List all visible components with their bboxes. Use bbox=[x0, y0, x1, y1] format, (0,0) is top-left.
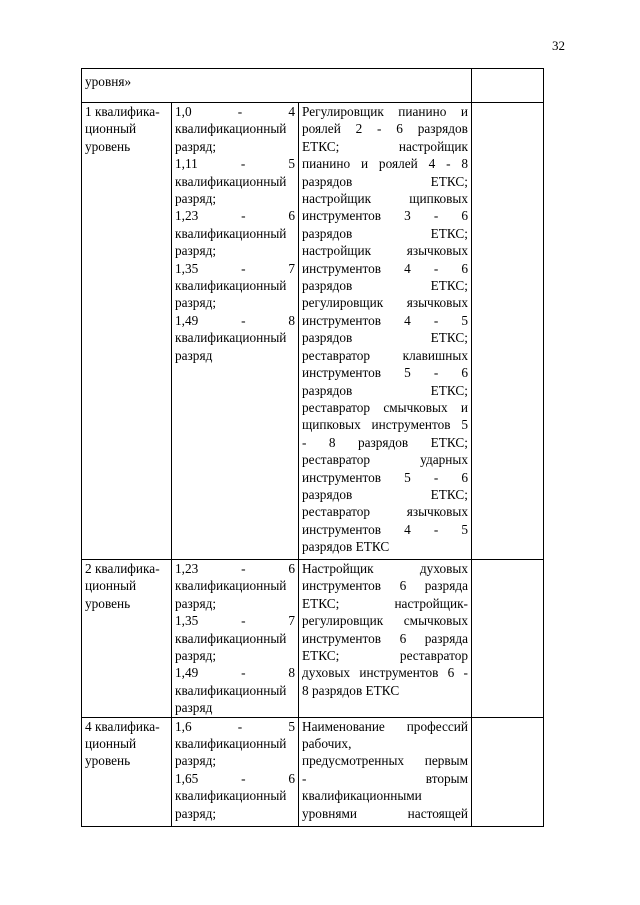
word: инструментов bbox=[302, 365, 382, 381]
word: - bbox=[241, 613, 246, 629]
word: 1,35 bbox=[175, 260, 199, 276]
word: Регулировщик bbox=[302, 104, 384, 119]
word: - bbox=[433, 260, 439, 276]
word: разрядов bbox=[302, 382, 353, 398]
word: 3 bbox=[404, 208, 411, 224]
word: настоящей bbox=[407, 805, 468, 821]
word: инструментов bbox=[302, 312, 382, 328]
word: щипковых bbox=[302, 417, 361, 433]
word: ЕТКС; bbox=[302, 648, 340, 664]
text-line: разряд; bbox=[175, 138, 217, 154]
word: - bbox=[446, 156, 451, 172]
word: 6 bbox=[288, 770, 295, 786]
table-row bbox=[82, 560, 544, 718]
word: инструментов bbox=[302, 208, 382, 224]
word: 1,35 bbox=[175, 613, 199, 629]
word: 5 bbox=[461, 417, 468, 433]
text-line: 8 разрядов ЕТКС bbox=[302, 682, 400, 698]
text-line: разряд; bbox=[175, 595, 217, 611]
text-line: разряд; bbox=[175, 295, 217, 311]
word: и bbox=[460, 104, 468, 119]
word: 8 bbox=[461, 156, 468, 172]
word: 4 bbox=[404, 521, 411, 537]
word: 2 bbox=[355, 121, 363, 137]
word: язычковых bbox=[406, 243, 468, 259]
word: инструментов bbox=[302, 521, 382, 537]
word: реставратор bbox=[302, 504, 371, 520]
text-line: ционный bbox=[85, 121, 137, 137]
word: разрядов bbox=[417, 121, 468, 137]
text-line bbox=[302, 577, 468, 594]
text-line: 4 квалифика- bbox=[85, 718, 160, 734]
text-line bbox=[302, 503, 468, 520]
text-line bbox=[302, 260, 468, 277]
text-line bbox=[302, 647, 468, 664]
text-line bbox=[302, 805, 468, 822]
text-line: ционный bbox=[85, 736, 137, 752]
header-text: уровня» bbox=[85, 74, 132, 89]
word: - bbox=[433, 312, 439, 328]
text-line: разряд; bbox=[175, 191, 217, 207]
text-line bbox=[302, 277, 468, 294]
text-line bbox=[302, 173, 468, 190]
word: 6 bbox=[461, 469, 468, 485]
text-line bbox=[175, 770, 295, 787]
word: инструментов bbox=[302, 260, 382, 276]
word: 4 bbox=[404, 260, 411, 276]
word: 1,49 bbox=[175, 665, 199, 681]
text-line bbox=[302, 469, 468, 486]
word: реставратор bbox=[302, 347, 371, 363]
text-line bbox=[302, 451, 468, 468]
word: духовых bbox=[419, 561, 468, 576]
word: и bbox=[460, 399, 468, 415]
word: 6 bbox=[447, 665, 455, 681]
text-line bbox=[302, 718, 468, 735]
word: - bbox=[433, 208, 439, 224]
text-line: квалификационный bbox=[175, 173, 287, 189]
word: духовых bbox=[302, 665, 351, 681]
text-line: квалификационный bbox=[175, 788, 287, 804]
word: ЕТКС; bbox=[302, 595, 340, 611]
word: - bbox=[241, 260, 246, 276]
empty-cell bbox=[472, 717, 544, 826]
word: ЕТКС; bbox=[430, 486, 468, 502]
word: уровнями bbox=[302, 805, 357, 821]
word: - bbox=[241, 312, 246, 328]
word: пианино bbox=[302, 156, 351, 172]
word: - bbox=[463, 665, 468, 681]
word: 1,65 bbox=[175, 770, 199, 786]
word: профессий bbox=[406, 718, 468, 734]
text-line bbox=[302, 138, 468, 155]
text-line bbox=[302, 242, 468, 259]
word: 8 bbox=[288, 312, 295, 328]
word: смычковых bbox=[383, 399, 448, 415]
word: 5 bbox=[461, 312, 468, 328]
text-line bbox=[302, 329, 468, 346]
word: - bbox=[302, 434, 307, 450]
text-line: уровень bbox=[85, 138, 131, 154]
text-line: квалификационный bbox=[175, 225, 287, 241]
word: - bbox=[241, 770, 246, 786]
word: 7 bbox=[288, 260, 295, 276]
word: 8 bbox=[288, 665, 295, 681]
word: - bbox=[241, 665, 246, 681]
empty-cell bbox=[472, 560, 544, 718]
text-line: квалификационными bbox=[302, 788, 422, 804]
level-cell bbox=[82, 717, 172, 826]
text-line bbox=[302, 770, 468, 787]
text-line: уровень bbox=[85, 595, 131, 611]
qualification-table bbox=[81, 68, 544, 827]
word: регулировщик bbox=[302, 295, 384, 311]
word: клавишных bbox=[402, 347, 468, 363]
word: щипковых bbox=[409, 191, 468, 207]
word: 1,23 bbox=[175, 561, 199, 576]
word: ЕТКС; bbox=[430, 434, 468, 450]
word: 1,49 bbox=[175, 312, 199, 328]
word: 5 bbox=[288, 718, 295, 734]
word: первым bbox=[424, 753, 468, 769]
text-line bbox=[302, 521, 468, 538]
text-line bbox=[175, 155, 295, 172]
word: ЕТКС; bbox=[430, 382, 468, 398]
word: инструментов bbox=[371, 417, 451, 433]
text-line bbox=[302, 486, 468, 503]
empty-cell bbox=[472, 69, 544, 103]
table-row bbox=[82, 717, 544, 826]
coefficient-cell bbox=[172, 103, 299, 560]
word: - bbox=[240, 156, 246, 172]
text-line: разрядов ЕТКС bbox=[302, 539, 390, 555]
word: предусмотренных bbox=[302, 753, 405, 769]
profession-cell bbox=[299, 560, 472, 718]
text-line bbox=[302, 595, 468, 612]
word: ЕТКС; bbox=[430, 173, 468, 189]
text-line bbox=[302, 207, 468, 224]
word: - bbox=[237, 104, 243, 119]
text-line bbox=[175, 207, 295, 224]
word: 8 bbox=[328, 434, 336, 450]
text-line bbox=[302, 347, 468, 364]
word: настройщик bbox=[302, 191, 372, 207]
word: роялей bbox=[378, 156, 418, 172]
word: 6 bbox=[461, 208, 468, 224]
word: инструментов bbox=[302, 578, 382, 594]
word: разряда bbox=[424, 630, 468, 646]
text-line bbox=[302, 612, 468, 629]
profession-cell bbox=[299, 717, 472, 826]
word: 6 bbox=[396, 121, 403, 137]
word: ЕТКС; bbox=[430, 225, 468, 241]
word: Наименование bbox=[302, 718, 385, 734]
text-line bbox=[302, 382, 468, 399]
word: язычковых bbox=[406, 295, 468, 311]
word: язычковых bbox=[406, 504, 468, 520]
text-line bbox=[302, 752, 468, 769]
word: 5 bbox=[404, 469, 411, 485]
word: 6 bbox=[399, 630, 407, 646]
word: смычковых bbox=[403, 613, 468, 629]
level-cell bbox=[82, 103, 172, 560]
word: инструментов bbox=[302, 469, 382, 485]
text-line bbox=[302, 664, 468, 681]
word: инструментов bbox=[359, 665, 439, 681]
word: и bbox=[360, 156, 369, 172]
word: разрядов bbox=[302, 278, 353, 294]
text-line bbox=[175, 103, 295, 120]
text-line: квалификационный bbox=[175, 630, 287, 646]
word: 6 bbox=[461, 365, 468, 381]
word: 1,6 bbox=[175, 718, 192, 734]
text-line: разряд; bbox=[175, 753, 217, 769]
text-line bbox=[302, 630, 468, 647]
word: ЕТКС; bbox=[302, 138, 340, 154]
word: 6 bbox=[288, 561, 295, 576]
word: инструментов bbox=[302, 630, 382, 646]
word: ЕТКС; bbox=[430, 278, 468, 294]
word: реставратор bbox=[399, 648, 468, 664]
word: 6 bbox=[399, 578, 407, 594]
word: 1,0 bbox=[175, 104, 192, 119]
text-line: разряд bbox=[175, 700, 213, 716]
word: разряда bbox=[424, 578, 468, 594]
text-line: 1 квалифика- bbox=[85, 104, 160, 119]
text-line bbox=[302, 399, 468, 416]
word: настройщик bbox=[302, 243, 372, 259]
text-line: квалификационный bbox=[175, 330, 287, 346]
word: роялей bbox=[302, 121, 341, 137]
word: реставратор bbox=[302, 452, 371, 468]
text-line bbox=[302, 416, 468, 433]
profession-cell bbox=[299, 103, 472, 560]
word: разрядов bbox=[302, 173, 353, 189]
text-line bbox=[302, 294, 468, 311]
text-line bbox=[302, 560, 468, 577]
text-line: квалификационный bbox=[175, 278, 287, 294]
text-line: разряд; bbox=[175, 648, 217, 664]
word: разрядов bbox=[302, 486, 353, 502]
word: - bbox=[302, 770, 307, 786]
word: разрядов bbox=[302, 330, 353, 346]
word: 5 bbox=[461, 521, 468, 537]
text-line bbox=[175, 612, 295, 629]
table-row bbox=[82, 103, 544, 560]
word: Настройщик bbox=[302, 561, 374, 576]
text-line: 2 квалифика- bbox=[85, 561, 160, 576]
empty-cell bbox=[472, 103, 544, 560]
text-line: квалификационный bbox=[175, 121, 287, 137]
text-line: квалификационный bbox=[175, 578, 287, 594]
word: ударных bbox=[420, 452, 468, 468]
word: - bbox=[241, 208, 246, 224]
word: 6 bbox=[461, 260, 468, 276]
text-line: разряд; bbox=[175, 243, 217, 259]
word: настройщик bbox=[398, 138, 468, 154]
table-row bbox=[82, 69, 544, 103]
word: регулировщик bbox=[302, 613, 384, 629]
text-line: квалификационный bbox=[175, 736, 287, 752]
text-line: ционный bbox=[85, 578, 137, 594]
text-line: разряд bbox=[175, 347, 213, 363]
text-line bbox=[302, 190, 468, 207]
word: реставратор bbox=[302, 399, 371, 415]
coefficient-cell bbox=[172, 560, 299, 718]
word: - bbox=[433, 365, 439, 381]
word: разрядов bbox=[357, 434, 409, 450]
word: 1,23 bbox=[175, 208, 199, 224]
coefficient-cell bbox=[172, 717, 299, 826]
word: - bbox=[377, 121, 382, 137]
text-line bbox=[175, 260, 295, 277]
word: разрядов bbox=[302, 225, 353, 241]
level-cell bbox=[82, 560, 172, 718]
word: пианино bbox=[398, 104, 447, 119]
text-line bbox=[175, 560, 295, 577]
word: 5 bbox=[288, 156, 295, 172]
word: - bbox=[237, 718, 243, 734]
text-line bbox=[302, 103, 468, 120]
word: - bbox=[433, 469, 439, 485]
text-line bbox=[302, 312, 468, 329]
text-line bbox=[175, 664, 295, 681]
word: 5 bbox=[404, 365, 411, 381]
header-cell bbox=[82, 69, 472, 103]
word: настройщик- bbox=[394, 595, 468, 611]
word: ЕТКС; bbox=[430, 330, 468, 346]
word: 6 bbox=[288, 208, 295, 224]
word: - bbox=[241, 561, 246, 576]
text-line: квалификационный bbox=[175, 682, 287, 698]
word: 4 bbox=[404, 312, 411, 328]
word: 7 bbox=[288, 613, 295, 629]
text-line bbox=[302, 120, 468, 137]
page-number: 32 bbox=[552, 38, 565, 53]
text-line bbox=[302, 225, 468, 242]
text-line bbox=[302, 155, 468, 172]
text-line bbox=[302, 364, 468, 381]
word: вторым bbox=[425, 770, 468, 786]
text-line: разряд; bbox=[175, 805, 217, 821]
word: 4 bbox=[428, 156, 436, 172]
text-line bbox=[302, 434, 468, 451]
word: 1,11 bbox=[175, 156, 198, 172]
text-line bbox=[175, 718, 295, 735]
text-line: рабочих, bbox=[302, 736, 352, 752]
text-line: уровень bbox=[85, 753, 131, 769]
word: - bbox=[433, 521, 439, 537]
word: 4 bbox=[288, 104, 295, 119]
text-line bbox=[175, 312, 295, 329]
